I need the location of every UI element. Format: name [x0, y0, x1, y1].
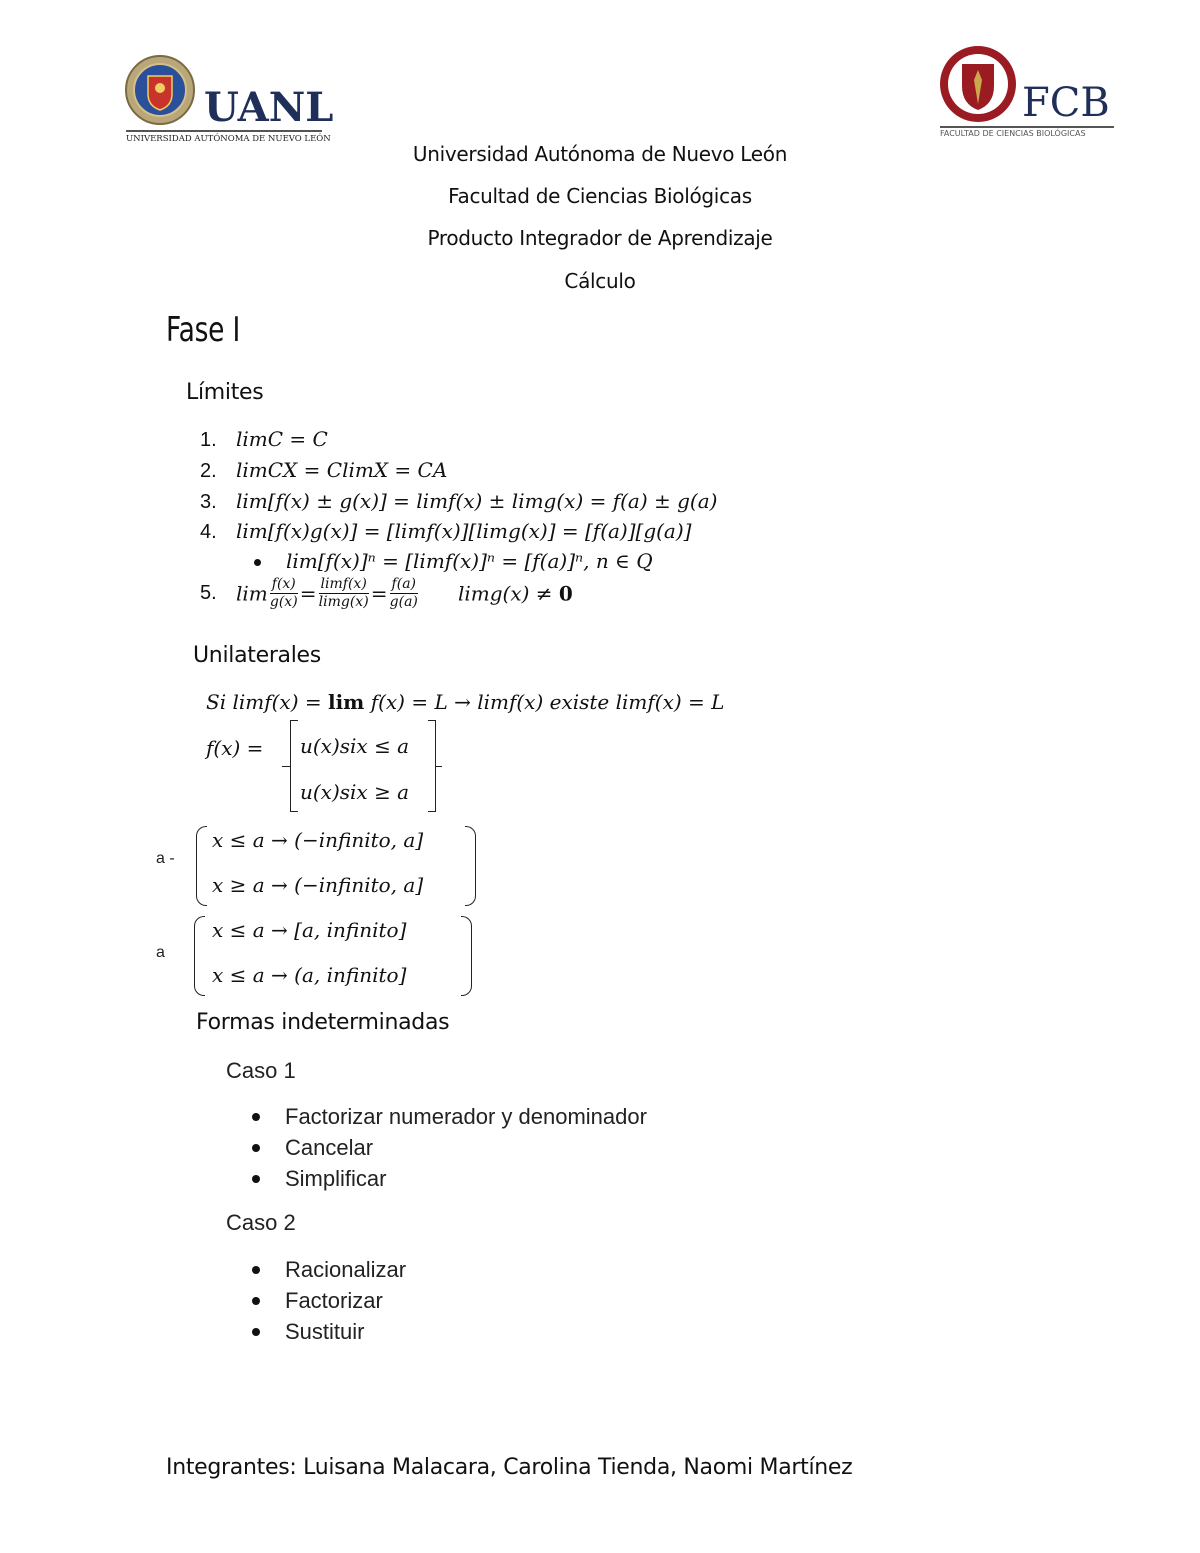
uanl-subtitle: UNIVERSIDAD AUTÓNOMA DE NUEVO LEÓN [126, 134, 331, 144]
a-matrix [194, 916, 472, 994]
limit-rule-5: 5. lim $\frac{f(x)}{g(x)}$ = $\frac{\lim f(x)}{\lim g(x)}$ = $\frac{f(a)}{g(a)}$ limg(x) ≠ 0 [200, 576, 573, 610]
unilateral-statement: Si limf(x) = lim f(x) = L → limf(x) existe limf(x) = L [206, 690, 725, 714]
list-item: Sustituir [252, 1316, 406, 1347]
uanl-logo [124, 54, 334, 149]
faculty-name: Facultad de Ciencias Biológicas [448, 184, 752, 208]
a-minus-label: a - [156, 850, 175, 867]
phase-title: Fase I [166, 310, 241, 350]
subject-title: Cálculo [564, 269, 636, 293]
limits-heading: Límites [186, 380, 264, 405]
list-item: Cancelar [252, 1132, 647, 1163]
unilateral-heading: Unilaterales [193, 643, 321, 668]
list-item: Factorizar numerador y denominador [252, 1101, 647, 1132]
case-2-title: Caso 2 [226, 1210, 296, 1235]
case-1-list [252, 1101, 647, 1194]
limit-rule-4: 4. lim[f(x)g(x)] = [limf(x)][limg(x)] = [f(a)][g(a)] [200, 519, 692, 543]
piece-2: u(x)six ≥ a [300, 780, 410, 804]
piecewise-bracket [290, 720, 436, 810]
a-label: a [156, 944, 165, 961]
case-1-title: Caso 1 [226, 1058, 296, 1083]
limit-rule-1: 1. limC = C [200, 427, 328, 451]
a-minus-matrix [196, 826, 476, 904]
fcb-logo [938, 44, 1116, 142]
piecewise-lhs: f(x) = [206, 736, 264, 760]
list-item: Factorizar [252, 1285, 406, 1316]
a-row-1: x ≤ a → [a, infinito] [212, 918, 407, 942]
indeterminate-heading: Formas indeterminadas [196, 1010, 450, 1035]
fcb-subtitle: FACULTAD DE CIENCIAS BIOLÓGICAS [940, 129, 1086, 138]
limit-rule-3: 3. lim[f(x) ± g(x)] = limf(x) ± limg(x) = f(a) ± g(a) [200, 489, 718, 513]
sub-bullet [254, 559, 261, 566]
university-name: Universidad Autónoma de Nuevo León [412, 142, 788, 166]
piece-1: u(x)six ≤ a [300, 734, 410, 758]
product-title: Producto Integrador de Aprendizaje [427, 226, 773, 250]
list-item: Racionalizar [252, 1254, 406, 1285]
a-minus-row-1: x ≤ a → (−infinito, a] [212, 828, 424, 852]
a-minus-row-2: x ≥ a → (−infinito, a] [212, 873, 424, 897]
fcb-seal-icon [938, 44, 1028, 124]
a-row-2: x ≤ a → (a, infinito] [212, 963, 407, 987]
case-2-list [252, 1254, 406, 1347]
uanl-wordmark: UANL [204, 84, 334, 131]
list-item: Simplificar [252, 1163, 647, 1194]
team-members: Integrantes: Luisana Malacara, Carolina Tienda, Naomi Martínez [166, 1455, 853, 1480]
fcb-wordmark: FCB [1022, 80, 1110, 126]
limit-rule-4-power: lim[f(x)]ⁿ = [limf(x)]ⁿ = [f(a)]ⁿ, n ∈ Q [286, 549, 653, 573]
limit-rule-2: 2. limCX = ClimX = CA [200, 458, 448, 482]
